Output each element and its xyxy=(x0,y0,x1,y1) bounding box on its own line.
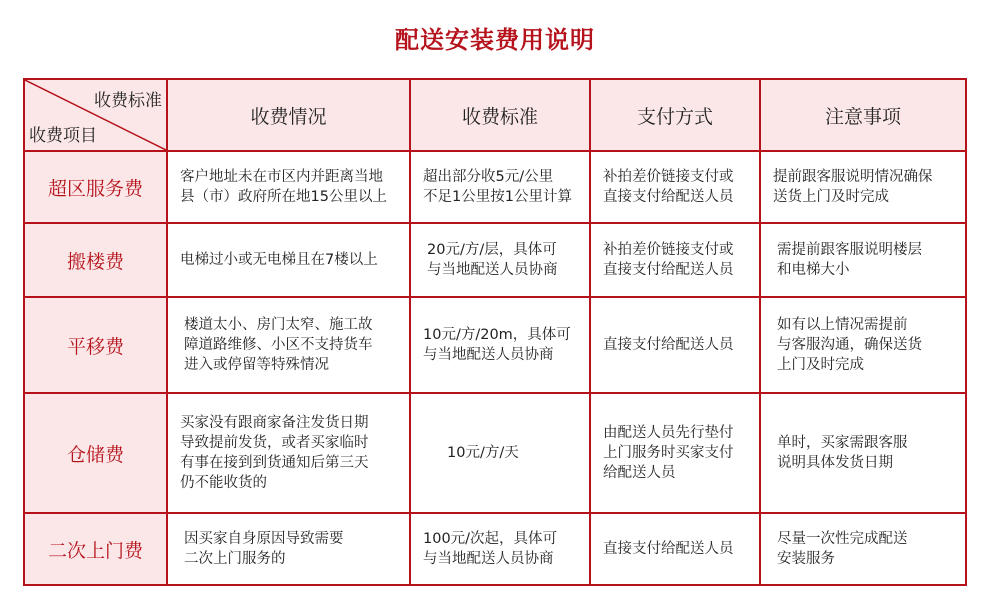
cell-text: 因买家自身原因导致需要 二次上门服务的 xyxy=(184,531,344,567)
table-cell xyxy=(410,151,590,223)
cell-text: 客户地址未在市区内并距离当地 县（市）政府所在地15公里以上 xyxy=(180,169,387,205)
table-cell xyxy=(167,297,410,393)
column-header-payment-method: 支付方式 xyxy=(590,79,760,151)
column-header-fee-situation: 收费情况 xyxy=(167,79,410,151)
corner-header-cell xyxy=(24,79,167,151)
table-cell xyxy=(167,513,410,585)
table-row xyxy=(24,151,966,223)
table-row xyxy=(24,393,966,513)
cell-text: 补拍差价链接支付或 直接支付给配送人员 xyxy=(603,242,734,278)
table-cell xyxy=(760,393,966,513)
cell-text: 楼道太小、房门太窄、施工故 障道路维修、小区不支持货车 进入或停留等特殊情况 xyxy=(184,317,373,373)
table-cell xyxy=(410,297,590,393)
table-row xyxy=(24,297,966,393)
cell-text: 超出部分收5元/公里 不足1公里按1公里计算 xyxy=(423,169,572,205)
cell-text: 直接支付给配送人员 xyxy=(603,337,734,353)
table-cell xyxy=(167,393,410,513)
cell-text: 10元/方/20m，具体可 与当地配送人员协商 xyxy=(423,327,571,363)
table-cell xyxy=(410,223,590,297)
cell-text: 100元/次起，具体可 与当地配送人员协商 xyxy=(423,531,558,567)
fee-table xyxy=(23,78,967,586)
row-label-horizontal-move-fee: 平移费 xyxy=(24,297,167,393)
cell-text: 电梯过小或无电梯且在7楼以上 xyxy=(180,252,378,268)
cell-text: 需提前跟客服说明楼层 和电梯大小 xyxy=(777,242,922,278)
table-cell xyxy=(167,223,410,297)
row-label-second-visit-fee: 二次上门费 xyxy=(24,513,167,585)
table-cell xyxy=(760,151,966,223)
cell-text: 尽量一次性完成配送 安装服务 xyxy=(777,531,908,567)
cell-text: 10元/方/天 xyxy=(447,445,519,461)
cell-text: 单时，买家需跟客服 说明具体发货日期 xyxy=(777,435,908,471)
row-label-over-area-fee: 超区服务费 xyxy=(24,151,167,223)
cell-text: 提前跟客服说明情况确保 送货上门及时完成 xyxy=(773,169,933,205)
column-header-fee-standard: 收费标准 xyxy=(410,79,590,151)
cell-text: 由配送人员先行垫付 上门服务时买家支付 给配送人员 xyxy=(603,425,734,481)
table-row xyxy=(24,223,966,297)
cell-text: 买家没有跟商家备注发货日期 导致提前发货，或者买家临时 有事在接到到货通知后第三天 仍不能收货的 xyxy=(180,415,369,491)
column-header-notes: 注意事项 xyxy=(760,79,966,151)
corner-label-fee-item: 收费项目 xyxy=(29,126,97,146)
row-label-stair-carry-fee: 搬楼费 xyxy=(24,223,167,297)
cell-text: 20元/方/层，具体可 与当地配送人员协商 xyxy=(427,242,558,278)
row-label-storage-fee: 仓储费 xyxy=(24,393,167,513)
table-cell xyxy=(410,513,590,585)
page-title: 配送安装费用说明 xyxy=(395,26,595,54)
table-cell xyxy=(760,223,966,297)
table-cell xyxy=(590,151,760,223)
table-cell xyxy=(590,513,760,585)
table-cell xyxy=(167,151,410,223)
table-cell xyxy=(760,297,966,393)
table-cell xyxy=(590,297,760,393)
corner-label-fee-standard: 收费标准 xyxy=(94,91,162,111)
cell-text: 如有以上情况需提前 与客服沟通，确保送货 上门及时完成 xyxy=(777,317,922,373)
cell-text: 直接支付给配送人员 xyxy=(603,541,734,557)
table-cell xyxy=(590,223,760,297)
table-header-row xyxy=(24,79,966,151)
table-cell xyxy=(760,513,966,585)
table-cell xyxy=(410,393,590,513)
table-cell xyxy=(590,393,760,513)
cell-text: 补拍差价链接支付或 直接支付给配送人员 xyxy=(603,169,734,205)
table-row xyxy=(24,513,966,585)
